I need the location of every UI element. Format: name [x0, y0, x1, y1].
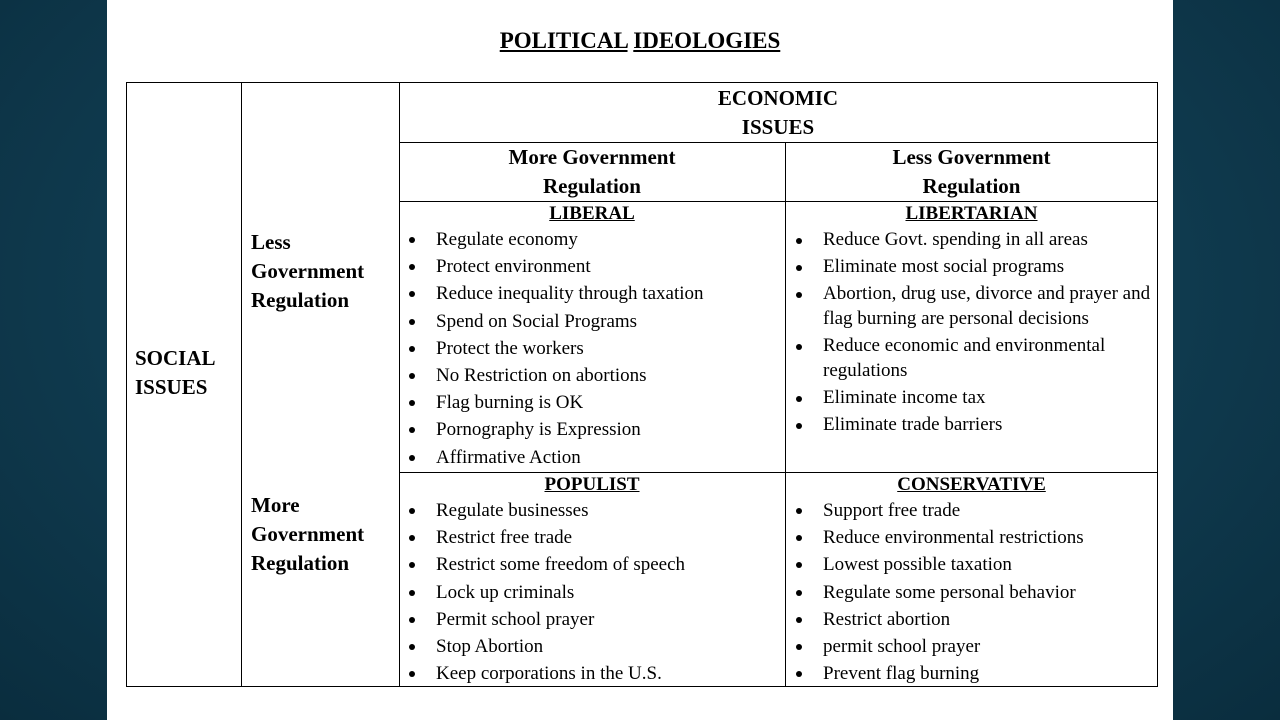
list-item-text: Eliminate trade barriers — [823, 414, 1003, 435]
bullet-icon — [796, 292, 802, 298]
list-item — [400, 280, 780, 307]
list-item-text: permit school prayer — [823, 636, 981, 658]
list-item — [787, 579, 1153, 606]
bullet-icon — [409, 319, 415, 325]
list-item-text: Eliminate income tax — [823, 387, 986, 408]
list-item — [787, 281, 1153, 331]
bullet-icon — [796, 535, 802, 541]
bullet-icon — [796, 238, 802, 244]
bullet-icon — [409, 455, 415, 461]
conservative-heading: CONSERVATIVE — [897, 474, 1046, 495]
bullet-icon — [796, 644, 802, 650]
bullet-icon — [409, 400, 415, 406]
list-item-text: Restrict free trade — [436, 527, 573, 549]
economic-issues-label: ECONOMIC ISSUES — [717, 86, 839, 139]
bullet-icon — [409, 644, 415, 650]
liberal-list — [400, 226, 780, 471]
list-item-text: Support free trade — [823, 500, 961, 521]
conservative-list — [787, 497, 1153, 687]
column-header-less-regulation: Less Government Regulation — [892, 145, 1051, 198]
list-item — [787, 606, 1153, 633]
list-item-text: Reduce Govt. spending in all areas — [823, 229, 1088, 250]
list-item — [787, 254, 1153, 279]
list-item — [400, 579, 780, 606]
list-item — [787, 385, 1153, 410]
list-item — [400, 362, 780, 389]
list-item — [400, 606, 780, 633]
list-item — [400, 416, 780, 443]
bullet-icon — [796, 562, 802, 568]
list-item-text: Regulate economy — [436, 229, 578, 250]
list-item-text: Regulate businesses — [436, 500, 589, 521]
list-item — [400, 660, 780, 687]
populist-list — [400, 497, 780, 687]
social-issues-label: SOCIAL ISSUES — [135, 346, 216, 399]
list-item — [400, 497, 780, 524]
grid-line — [241, 83, 242, 686]
list-item — [400, 444, 780, 471]
ideology-table — [126, 82, 1158, 687]
bullet-icon — [409, 671, 415, 677]
bullet-icon — [409, 291, 415, 297]
list-item-text: Pornography is Expression — [436, 419, 641, 441]
list-item — [400, 633, 780, 660]
list-item — [787, 333, 1153, 383]
list-item — [787, 497, 1153, 524]
bullet-icon — [409, 508, 415, 514]
list-item-text: Regulate some personal behavior — [823, 581, 1076, 603]
list-item — [400, 308, 780, 335]
bullet-icon — [796, 265, 802, 271]
list-item-text: Keep corporations in the U.S. — [436, 663, 662, 685]
bullet-icon — [409, 264, 415, 270]
bullet-icon — [796, 344, 802, 350]
list-item — [400, 253, 780, 280]
list-item-text: Restrict some freedom of speech — [436, 554, 686, 576]
bullet-icon — [409, 535, 415, 541]
liberal-heading: LIBERAL — [549, 203, 635, 224]
list-item — [787, 524, 1153, 551]
list-item-text: Spend on Social Programs — [436, 310, 638, 332]
list-item — [787, 633, 1153, 660]
list-item — [400, 524, 780, 551]
list-item-text: Permit school prayer — [436, 608, 595, 630]
list-item — [787, 551, 1153, 578]
list-item-text: Lowest possible taxation — [823, 554, 1012, 576]
list-item-text: Lock up criminals — [436, 581, 575, 603]
list-item-text: Protect the workers — [436, 337, 584, 359]
list-item — [787, 660, 1153, 687]
list-item — [400, 335, 780, 362]
list-item-text: Eliminate most social programs — [823, 256, 1065, 277]
bullet-icon — [796, 423, 802, 429]
list-item — [400, 226, 780, 253]
bullet-icon — [409, 373, 415, 379]
bullet-icon — [796, 590, 802, 596]
title-part-1: POLITICAL — [499, 28, 628, 53]
list-item — [400, 551, 780, 578]
list-item-text: Affirmative Action — [436, 446, 581, 468]
bullet-icon — [796, 617, 802, 623]
list-item-text: Abortion, drug use, divorce and prayer and flag burning are personal decisions — [823, 283, 1151, 329]
page-title — [107, 28, 1173, 54]
list-item — [787, 412, 1153, 437]
bullet-icon — [409, 562, 415, 568]
row-label-more-regulation: More Government Regulation — [251, 493, 365, 575]
list-item-text: Reduce inequality through taxation — [436, 283, 704, 305]
row-label-less-regulation: Less Government Regulation — [251, 230, 365, 312]
list-item-text: No Restriction on abortions — [436, 365, 647, 387]
list-item-text: Reduce environmental restrictions — [823, 527, 1084, 549]
list-item-text: Protect environment — [436, 256, 591, 278]
title-part-2: IDEOLOGIES — [633, 28, 781, 53]
list-item-text: Prevent flag burning — [823, 663, 980, 685]
bullet-icon — [409, 427, 415, 433]
bullet-icon — [796, 671, 802, 677]
list-item — [787, 227, 1153, 252]
list-item-text: Restrict abortion — [823, 608, 951, 630]
list-item-text: Stop Abortion — [436, 636, 544, 658]
libertarian-list — [787, 227, 1153, 437]
bullet-icon — [409, 346, 415, 352]
column-header-more-regulation: More Government Regulation — [508, 145, 676, 198]
bullet-icon — [409, 237, 415, 243]
bullet-icon — [409, 617, 415, 623]
bullet-icon — [796, 508, 802, 514]
libertarian-heading: LIBERTARIAN — [905, 203, 1038, 224]
bullet-icon — [796, 396, 802, 402]
bullet-icon — [409, 590, 415, 596]
list-item-text: Flag burning is OK — [436, 392, 584, 414]
list-item — [400, 389, 780, 416]
list-item-text: Reduce economic and environmental regulations — [823, 335, 1106, 381]
populist-heading: POPULIST — [544, 474, 640, 495]
slide — [107, 0, 1173, 720]
